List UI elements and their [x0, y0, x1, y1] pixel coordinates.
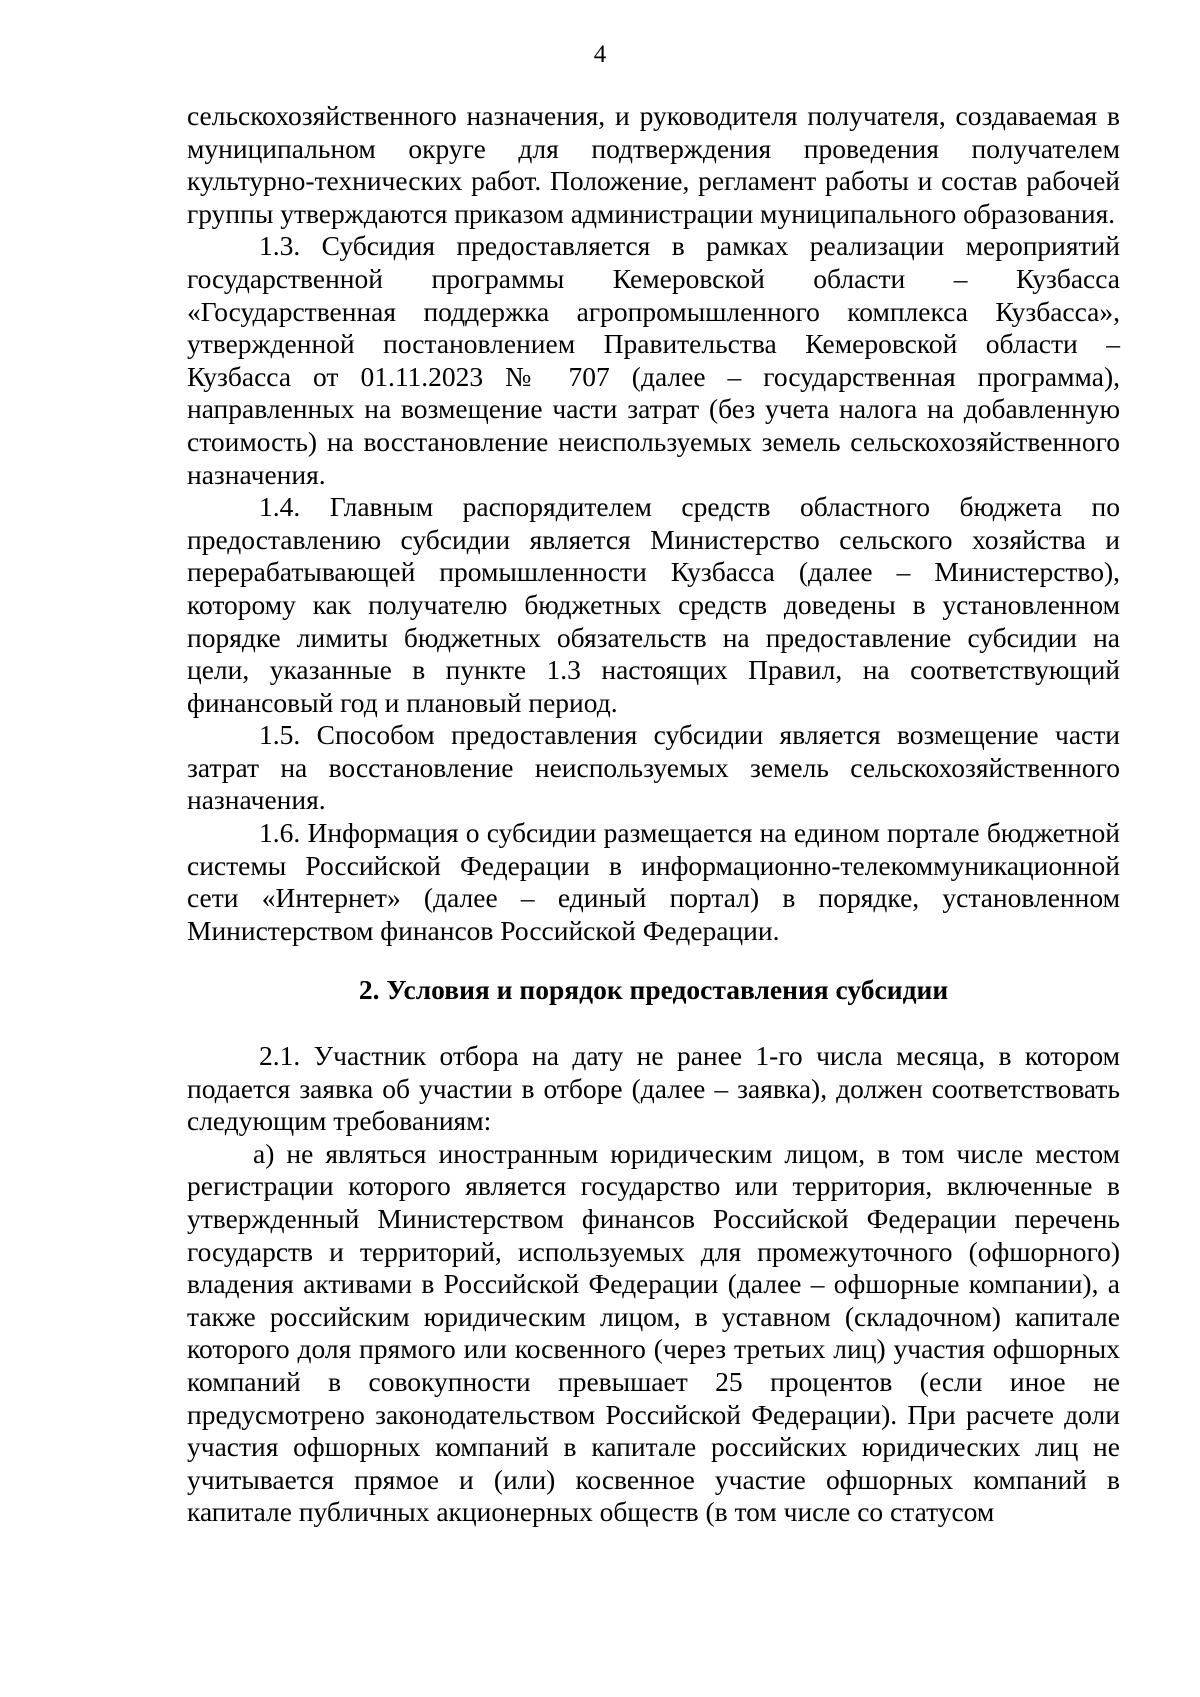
section-2-heading: 2. Условия и порядок предоставления субсидии	[358, 974, 949, 1006]
paragraph-2-1: 2.1. Участник отбора на дату не ранее 1-го числа месяца, в котором подается заявка об участии в отборе (далее – заявка), должен соответствовать следующим требованиям:	[187, 1040, 1120, 1137]
document-body	[187, 100, 1120, 1529]
paragraph-1-4: 1.4. Главным распорядителем средств областного бюджета по предоставлению субсидии является Министерство сельского хозяйства и перерабатывающей промышленности Кузбасса (далее – Министерство), которому как получателю бюджетных средств доведены в установленном порядке лимиты бюджетных обязательств на предоставление субсидии на цели, указанные в пункте 1.3 настоящих Правил, на соответствующий финансовый год и плановый период.	[187, 491, 1120, 718]
paragraph-2-1-a: а) не являться иностранным юридическим лицом, в том числе местом регистрации которого является государство или территория, включенные в утвержденный Министерством финансов Российской Федерации перечень государств и территорий, используемых для промежуточного (офшорного) владения активами в Российской Федерации (далее – офшорные компании), а также российским юридическим лицом, в уставном (складочном) капитале которого доля прямого или косвенного (через третьих лиц) участия офшорных компаний в совокупности превышает 25 процентов (если иное не предусмотрено законодательством Российской Федерации). При расчете доли участия офшорных компаний в капитале российских юридических лиц не учитывается прямое и (или) косвенное участие офшорных компаний в капитале публичных акционерных обществ (в том числе со статусом	[187, 1137, 1120, 1528]
page-number: 4	[593, 41, 607, 68]
paragraph-1-3: 1.3. Субсидия предоставляется в рамках реализации мероприятий государственной программы Кемеровской области – Кузбасса «Государственная поддержка агропромышленного комплекса Кузбасса», утвержденной постановлением Правительства Кемеровской области – Кузбасса от 01.11.2023 № 707 (далее – государственная программа), направленных на возмещение части затрат (без учета налога на добавленную стоимость) на восстановление неиспользуемых земель сельскохозяйственного назначения.	[187, 230, 1120, 490]
paragraph-1-6: 1.6. Информация о субсидии размещается на едином портале бюджетной системы Российской Федерации в информационно-телекоммуникационной сети «Интернет» (далее – единый портал) в порядке, установленном Министерством финансов Российской Федерации.	[187, 817, 1120, 946]
paragraph-1-5: 1.5. Способом предоставления субсидии является возмещение части затрат на восстановление неиспользуемых земель сельскохозяйственного назначения.	[187, 719, 1120, 816]
paragraph-continuation: сельскохозяйственного назначения, и руководителя получателя, создаваемая в муниципальном округе для подтверждения проведения получателем культурно-технических работ. Положение, регламент работы и состав рабочей группы утверждаются приказом администрации муниципального образования.	[187, 100, 1120, 229]
